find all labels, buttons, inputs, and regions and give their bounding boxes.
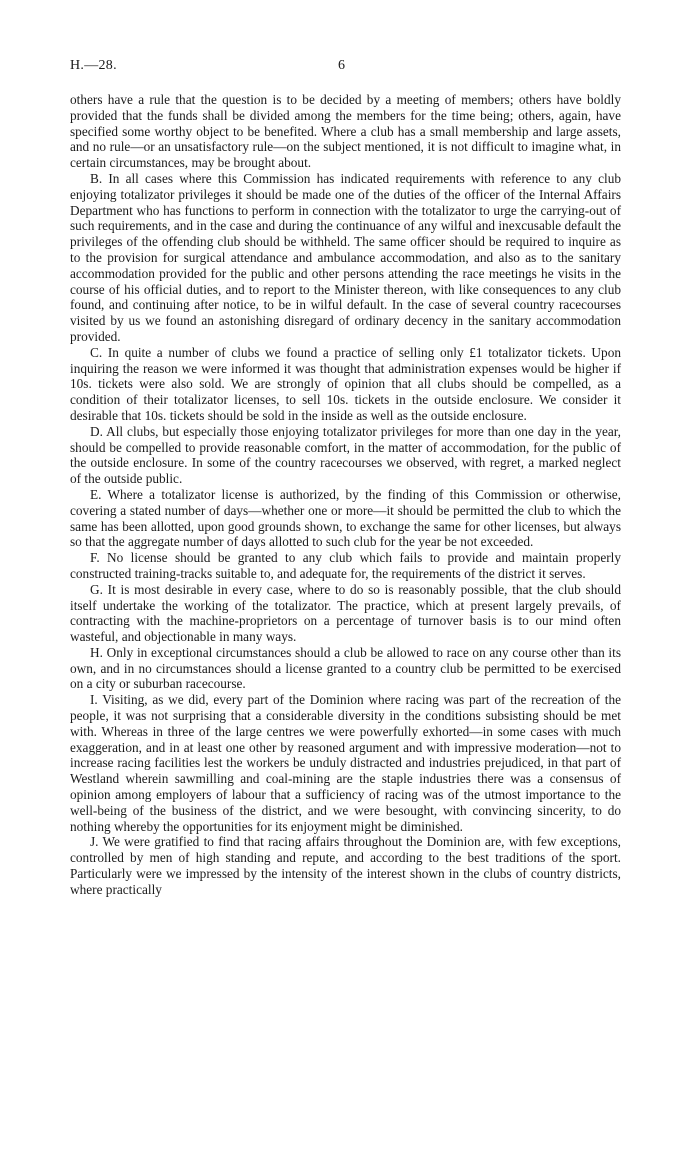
paragraph-f: F. No license should be granted to any club which fails to provide and maintain properly constructed training-tracks suitable to, and adequate for, the requirements of the district it serves. — [70, 550, 621, 581]
paragraph-c: C. In quite a number of clubs we found a practice of selling only £1 totalizator tickets. Upon inquiring the reason we were informed it was thought that administration expenses would be higher if 10s. tickets were also sold. We are strongly of opinion that all clubs should be compelled, as a condition of their totalizator licenses, to sell 10s. tickets in the outside enclosure. We consider it desirable that 10s. tickets should be sold in the inside as well as the outside enclosure. — [70, 344, 621, 423]
paragraph-d: D. All clubs, but especially those enjoying totalizator privileges for more than one day in the year, should be compelled to provide reasonable comfort, in the matter of accommodation, for the public of the outside enclosure. In some of the country racecourses we observed, with regret, a marked neglect of the outside public. — [70, 423, 621, 487]
paragraph-g: G. It is most desirable in every case, where to do so is reasonably possible, that the club should itself undertake the working of the totalizator. The practice, which at present largely prevails, of contracting with the machine-proprietors on a percentage of turnover basis is to our mind often wasteful, and objectionable in many ways. — [70, 581, 621, 645]
paragraph-h: H. Only in exceptional circumstances should a club be allowed to race on any course other than its own, and in no circumstances should a license granted to a country club be permitted to be exercised on a city or suburban racecourse. — [70, 644, 621, 692]
paragraph-j: J. We were gratified to find that racing affairs throughout the Dominion are, with few exceptions, controlled by men of high standing and repute, and according to the best traditions of the sport. Particularly were we impressed by the intensity of the interest shown in the clubs of country districts, where practically — [70, 834, 621, 897]
paragraph-e: E. Where a totalizator license is authorized, by the finding of this Commission or otherwise, covering a stated number of days—whether one or more—it should be permitted the club to which the same has been allotted, upon good grounds shown, to exchange the same for other licenses, but always so that the aggregate number of days allotted to such club for the year be not exceeded. — [70, 486, 621, 550]
page-number: 6 — [338, 58, 346, 73]
body-text — [70, 92, 621, 898]
paragraph-continuation: others have a rule that the question is to be decided by a meeting of members; others have boldly provided that the funds shall be divided among the members for the time being; others, again, have specified some worthy object to be benefited. Where a club has a small membership and large assets, and no rule—or an unsatisfactory rule—on the subject mentioned, it is not difficult to imagine what, in certain circumstances, may be brought about. — [70, 92, 621, 171]
page-header — [70, 58, 630, 78]
paragraph-b: B. In all cases where this Commission has indicated requirements with reference to any club enjoying totalizator privileges it should be made one of the duties of the officer of the Internal Affairs Department who has functions to perform in connection with the totalizator to urge the carrying-out of such requirements, and in the case and during the continuance of any wilful and inexcusable default the privileges of the offending club should be withheld. The same officer should be required to inquire as to the provision for surgical attendance and ambulance accommodation, and also as to the sanitary accommodation provided for the public and other persons attending the race meetings he visits in the course of his official duties, and to report to the Minister thereon, with like consequences to any club found, and continuing after notice, to be in wilful default. In the case of several country racecourses visited by us we found an astonishing disregard of ordinary decency in the sanitary accommodation provided. — [70, 170, 621, 344]
document-reference: H.—28. — [70, 58, 117, 73]
paragraph-i: I. Visiting, as we did, every part of the Dominion where racing was part of the recreation of the people, it was not surprising that a considerable diversity in the conditions subsisting should be met with. Whereas in three of the large centres we were powerfully exhorted—in some cases with much exaggeration, and in at least one other by reasoned argument and with impressive moderation—not to increase racing facilities lest the workers be unduly distracted and industries prejudiced, in that part of Westland wherein sawmilling and coal-mining are the staple industries there was a consensus of opinion among employers of labour that a sufficiency of racing was of the utmost importance to the well-being of the business of the district, and we were besought, with convincing sincerity, to do nothing whereby the opportunities for its enjoyment might be diminished. — [70, 692, 621, 834]
